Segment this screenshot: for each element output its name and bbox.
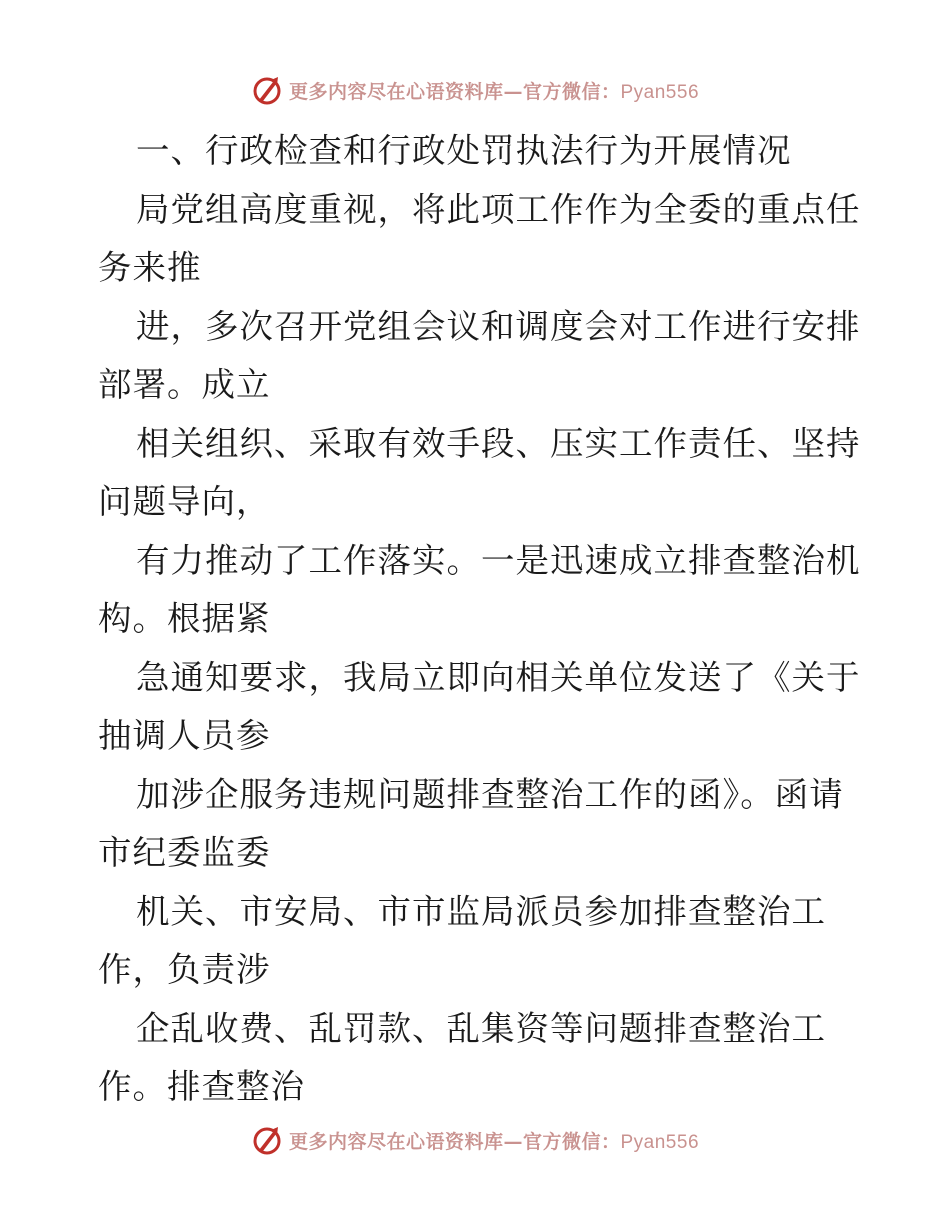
text-line: 相关组织、采取有效手段、压实工作责任、坚持 bbox=[136, 423, 861, 463]
text-line: 作。排查整治 bbox=[98, 1067, 305, 1106]
text-line: 问题导向， bbox=[98, 482, 271, 521]
text-line: 急通知要求，我局立即向相关单位发送了《关于 bbox=[136, 657, 861, 697]
text-line: 务来推 bbox=[98, 248, 202, 287]
section-heading: 一、行政检查和行政处罚执法行为开展情况 bbox=[136, 131, 792, 170]
quill-pen-circle-icon bbox=[251, 74, 283, 106]
text-line: 作，负责涉 bbox=[98, 950, 271, 989]
text-line: 加涉企服务违规问题排查整治工作的函》。函请 bbox=[136, 774, 844, 814]
text-line: 进，多次召开党组会议和调度会对工作进行安排 bbox=[136, 306, 861, 346]
text-line: 机关、市安局、市市监局派员参加排查整治工 bbox=[136, 891, 826, 931]
document-body bbox=[98, 122, 861, 1117]
watermark-text: 更多内容尽在心语资料库—官方微信：Pyan556 bbox=[288, 80, 700, 103]
header-watermark bbox=[0, 70, 950, 110]
text-line: 企乱收费、乱罚款、乱集资等问题排查整治工 bbox=[136, 1008, 826, 1048]
text-line: 市纪委监委 bbox=[98, 833, 271, 872]
text-line: 抽调人员参 bbox=[98, 716, 271, 755]
watermark-text: 更多内容尽在心语资料库—官方微信：Pyan556 bbox=[288, 1130, 700, 1153]
quill-pen-circle-icon bbox=[251, 1124, 283, 1156]
text-line: 有力推动了工作落实。一是迅速成立排查整治机 bbox=[136, 540, 861, 580]
text-line: 部署。成立 bbox=[98, 365, 271, 404]
footer-watermark bbox=[0, 1120, 950, 1160]
text-line: 局党组高度重视，将此项工作作为全委的重点任 bbox=[136, 189, 861, 229]
text-line: 构。根据紧 bbox=[98, 599, 271, 638]
